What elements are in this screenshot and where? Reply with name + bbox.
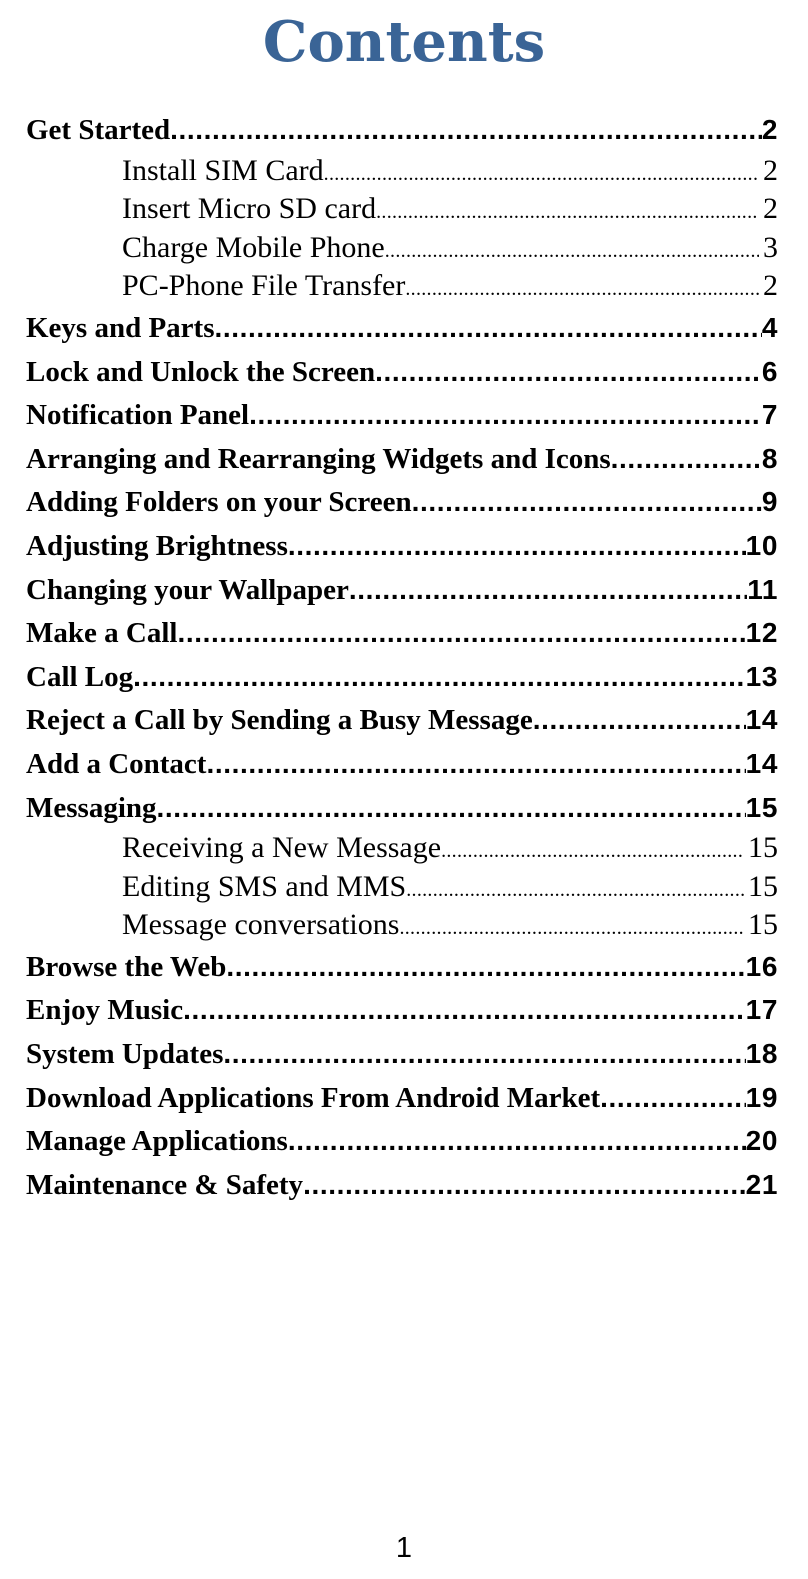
toc-entry[interactable] xyxy=(26,568,778,612)
dot-leader xyxy=(349,568,747,612)
dot-leader xyxy=(223,1032,745,1076)
dot-leader xyxy=(324,155,759,191)
toc-entry-label: Reject a Call by Sending a Busy Message xyxy=(26,704,533,737)
toc-entry-page-number: 2 xyxy=(763,153,778,187)
toc-entry-page-number: 13 xyxy=(745,660,778,692)
toc-subentry[interactable] xyxy=(26,829,778,868)
toc-entry-page-number: 21 xyxy=(745,1168,778,1200)
toc-entry-page-number: 3 xyxy=(763,230,778,264)
toc-entry[interactable] xyxy=(26,306,778,350)
dot-leader xyxy=(600,1076,745,1120)
toc-entry-page-number: 14 xyxy=(745,747,778,779)
dot-leader xyxy=(206,742,745,786)
toc-subentry[interactable] xyxy=(26,152,778,191)
toc-entry-label: Lock and Unlock the Screen xyxy=(26,355,376,388)
toc-entry[interactable] xyxy=(26,524,778,568)
toc-entry-label: Enjoy Music xyxy=(26,994,184,1027)
toc-entry-label: Adjusting Brightness xyxy=(26,529,288,562)
toc-entry-page-number: 8 xyxy=(761,442,778,474)
toc-entry[interactable] xyxy=(26,108,778,152)
dot-leader xyxy=(399,909,744,945)
dot-leader xyxy=(375,350,762,394)
toc-entry-label: Get Started xyxy=(26,114,171,146)
dot-leader xyxy=(215,306,762,350)
toc-entry-page-number: 11 xyxy=(747,573,778,605)
toc-entry[interactable] xyxy=(26,480,778,524)
toc-entry-page-number: 2 xyxy=(763,192,778,226)
toc-entry[interactable] xyxy=(26,786,778,830)
dot-leader xyxy=(303,1163,746,1207)
toc-entry[interactable] xyxy=(26,1119,778,1163)
toc-entry-page-number: 15 xyxy=(748,869,778,903)
toc-entry[interactable] xyxy=(26,1032,778,1076)
dot-leader xyxy=(177,611,745,655)
dot-leader xyxy=(288,524,746,568)
toc-entry-label: Browse the Web xyxy=(26,950,227,983)
dot-leader xyxy=(226,945,745,989)
toc-entry-label: Manage Applications xyxy=(26,1125,288,1158)
dot-leader xyxy=(376,193,759,229)
toc-entry-label: Maintenance & Safety xyxy=(26,1168,304,1201)
toc-entry-label: System Updates xyxy=(26,1038,224,1071)
toc-entry-page-number: 6 xyxy=(761,355,778,387)
toc-entry-page-number: 2 xyxy=(763,269,778,303)
toc-entry-page-number: 17 xyxy=(745,994,778,1026)
toc-entry-page-number: 9 xyxy=(761,486,778,518)
dot-leader xyxy=(133,655,745,699)
toc-entry[interactable] xyxy=(26,655,778,699)
toc-entry-page-number: 18 xyxy=(745,1038,778,1070)
toc-entry-page-number: 12 xyxy=(745,617,778,649)
toc-entry-page-number: 2 xyxy=(761,114,778,145)
toc-entry[interactable] xyxy=(26,945,778,989)
toc-entry[interactable] xyxy=(26,611,778,655)
toc-entry[interactable] xyxy=(26,1163,778,1207)
toc-subentry[interactable] xyxy=(26,229,778,268)
toc-entry-label: Install SIM Card xyxy=(122,153,324,187)
toc-entry[interactable] xyxy=(26,437,778,481)
toc-entry-label: Adding Folders on your Screen xyxy=(26,486,412,519)
toc-entry-label: Insert Micro SD card xyxy=(122,192,377,226)
dot-leader xyxy=(385,232,759,268)
toc-entry-label: Add a Contact xyxy=(26,747,207,780)
toc-entry-label: Charge Mobile Phone xyxy=(122,230,385,264)
toc-entry-page-number: 7 xyxy=(761,399,778,431)
toc-entry-page-number: 14 xyxy=(745,704,778,736)
dot-leader xyxy=(183,988,746,1032)
toc-entry-page-number: 16 xyxy=(745,950,778,982)
toc-entry-label: Changing your Wallpaper xyxy=(26,573,349,606)
dot-leader xyxy=(157,786,746,830)
page-number: 1 xyxy=(395,1532,413,1564)
dot-leader xyxy=(611,437,762,481)
toc-entry-label: Make a Call xyxy=(26,617,178,650)
toc-entry-label: Messaging xyxy=(26,791,157,824)
toc-entry-label: Notification Panel xyxy=(26,399,250,432)
dot-leader xyxy=(533,698,746,742)
toc-entry[interactable] xyxy=(26,988,778,1032)
toc-entry-page-number: 19 xyxy=(745,1081,778,1113)
toc-entry-label: Download Applications From Android Market xyxy=(26,1081,601,1114)
dot-leader xyxy=(288,1119,746,1163)
toc-entry[interactable] xyxy=(26,393,778,437)
toc-entry-page-number: 15 xyxy=(745,791,778,823)
toc-entry-page-number: 10 xyxy=(745,529,778,561)
toc-subentry[interactable] xyxy=(26,906,778,945)
dot-leader xyxy=(406,871,744,907)
table-of-contents xyxy=(26,108,778,1206)
toc-entry-label: Arranging and Rearranging Widgets and Icons xyxy=(26,442,611,475)
dot-leader xyxy=(405,270,759,306)
toc-subentry[interactable] xyxy=(26,868,778,907)
toc-entry-page-number: 20 xyxy=(745,1125,778,1157)
toc-entry-label: Editing SMS and MMS xyxy=(122,869,407,903)
page-title: Contents xyxy=(262,9,546,75)
toc-entry-label: Keys and Parts xyxy=(26,311,215,344)
dot-leader xyxy=(412,480,762,524)
dot-leader xyxy=(441,832,744,868)
toc-entry[interactable] xyxy=(26,698,778,742)
toc-entry[interactable] xyxy=(26,350,778,394)
toc-entry-page-number: 4 xyxy=(761,311,778,343)
toc-subentry[interactable] xyxy=(26,190,778,229)
toc-entry-label: PC-Phone File Transfer xyxy=(122,269,406,303)
toc-subentry[interactable] xyxy=(26,267,778,306)
toc-entry-page-number: 15 xyxy=(748,908,778,942)
dot-leader xyxy=(170,108,762,152)
toc-entry-label: Receiving a New Message xyxy=(122,831,442,865)
toc-entry[interactable] xyxy=(26,1076,778,1120)
toc-entry-page-number: 15 xyxy=(748,831,778,865)
toc-entry-label: Message conversations xyxy=(122,908,400,942)
dot-leader xyxy=(249,393,762,437)
toc-entry-label: Call Log xyxy=(26,660,134,693)
toc-entry[interactable] xyxy=(26,742,778,786)
